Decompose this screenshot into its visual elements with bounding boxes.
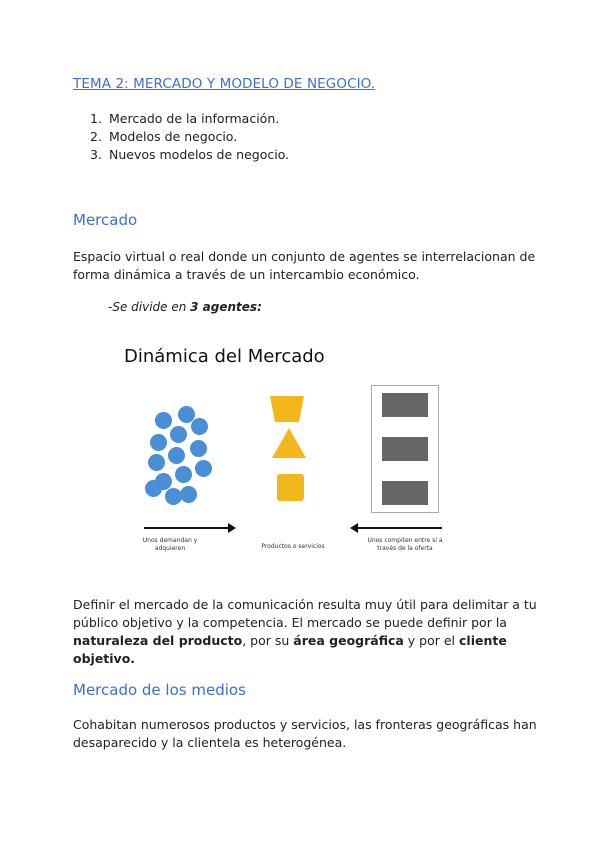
trapezoid-shape <box>270 396 304 422</box>
note-text: -Se divide en <box>108 300 191 314</box>
toc-item <box>90 110 289 128</box>
market-definition-paragraph <box>73 596 543 668</box>
consumer-dot <box>165 488 182 505</box>
triangle-shape <box>272 428 306 458</box>
consumer-dot <box>150 434 167 451</box>
para-text: y por el <box>403 633 460 648</box>
consumer-dot <box>145 480 162 497</box>
competitor-bar <box>382 393 428 417</box>
para-text: , por su <box>242 633 294 648</box>
toc-label: Modelos de negocio. <box>109 129 238 144</box>
figure-title: Dinámica del Mercado <box>124 346 325 367</box>
consumer-dot <box>148 454 165 471</box>
consumer-dot <box>195 460 212 477</box>
note-bold: 3 agentes: <box>190 300 262 314</box>
market-dynamics-figure <box>120 340 470 570</box>
consumer-dot <box>191 418 208 435</box>
para-bold: naturaleza del producto <box>73 633 243 648</box>
caption-products: Productos o servicios <box>261 543 325 550</box>
document-title[interactable]: TEMA 2: MERCADO Y MODELO DE NEGOCIO. <box>73 76 376 92</box>
table-of-contents <box>90 110 289 164</box>
toc-number: 1. <box>90 111 102 126</box>
para-text: Definir el mercado de la comunicación resulta muy útil para delimitar a tu público objetivo y la competencia. El mercado se puede definir por la <box>73 597 537 630</box>
caption-demand: Unos demandan y adquieren <box>142 537 198 552</box>
para-bold: cliente objetivo. <box>73 633 507 666</box>
medios-paragraph: Cohabitan numerosos productos y servicios, las fronteras geográficas han desaparecido y la clientela es heterogénea. <box>73 717 537 750</box>
mercado-paragraph: Espacio virtual o real donde un conjunto de agentes se interrelacionan de forma dinámica a través de un intercambio económico. <box>73 249 536 282</box>
competitors-panel <box>371 385 439 513</box>
consumer-dot <box>190 440 207 457</box>
left-arrow-icon <box>352 527 442 529</box>
toc-item <box>90 146 289 164</box>
consumer-dot <box>155 412 172 429</box>
consumer-dot <box>180 486 197 503</box>
competitor-bar <box>382 437 428 461</box>
consumer-dot <box>175 466 192 483</box>
competitor-bar <box>382 481 428 505</box>
toc-label: Mercado de la información. <box>109 111 280 126</box>
toc-label: Nuevos modelos de negocio. <box>109 147 290 162</box>
square-shape <box>277 474 304 501</box>
consumer-dot <box>168 447 185 464</box>
consumer-dot <box>170 426 187 443</box>
section-heading-medios: Mercado de los medios <box>73 681 246 699</box>
agents-note <box>108 300 262 314</box>
toc-item <box>90 128 289 146</box>
toc-number: 2. <box>90 129 102 144</box>
toc-number: 3. <box>90 147 102 162</box>
product-shapes <box>270 396 310 506</box>
caption-compete: Unos compiten entre sí a través de la oferta <box>367 537 443 552</box>
right-arrow-icon <box>144 527 234 529</box>
para-bold: área geográfica <box>293 633 404 648</box>
section-heading-mercado: Mercado <box>73 211 138 229</box>
